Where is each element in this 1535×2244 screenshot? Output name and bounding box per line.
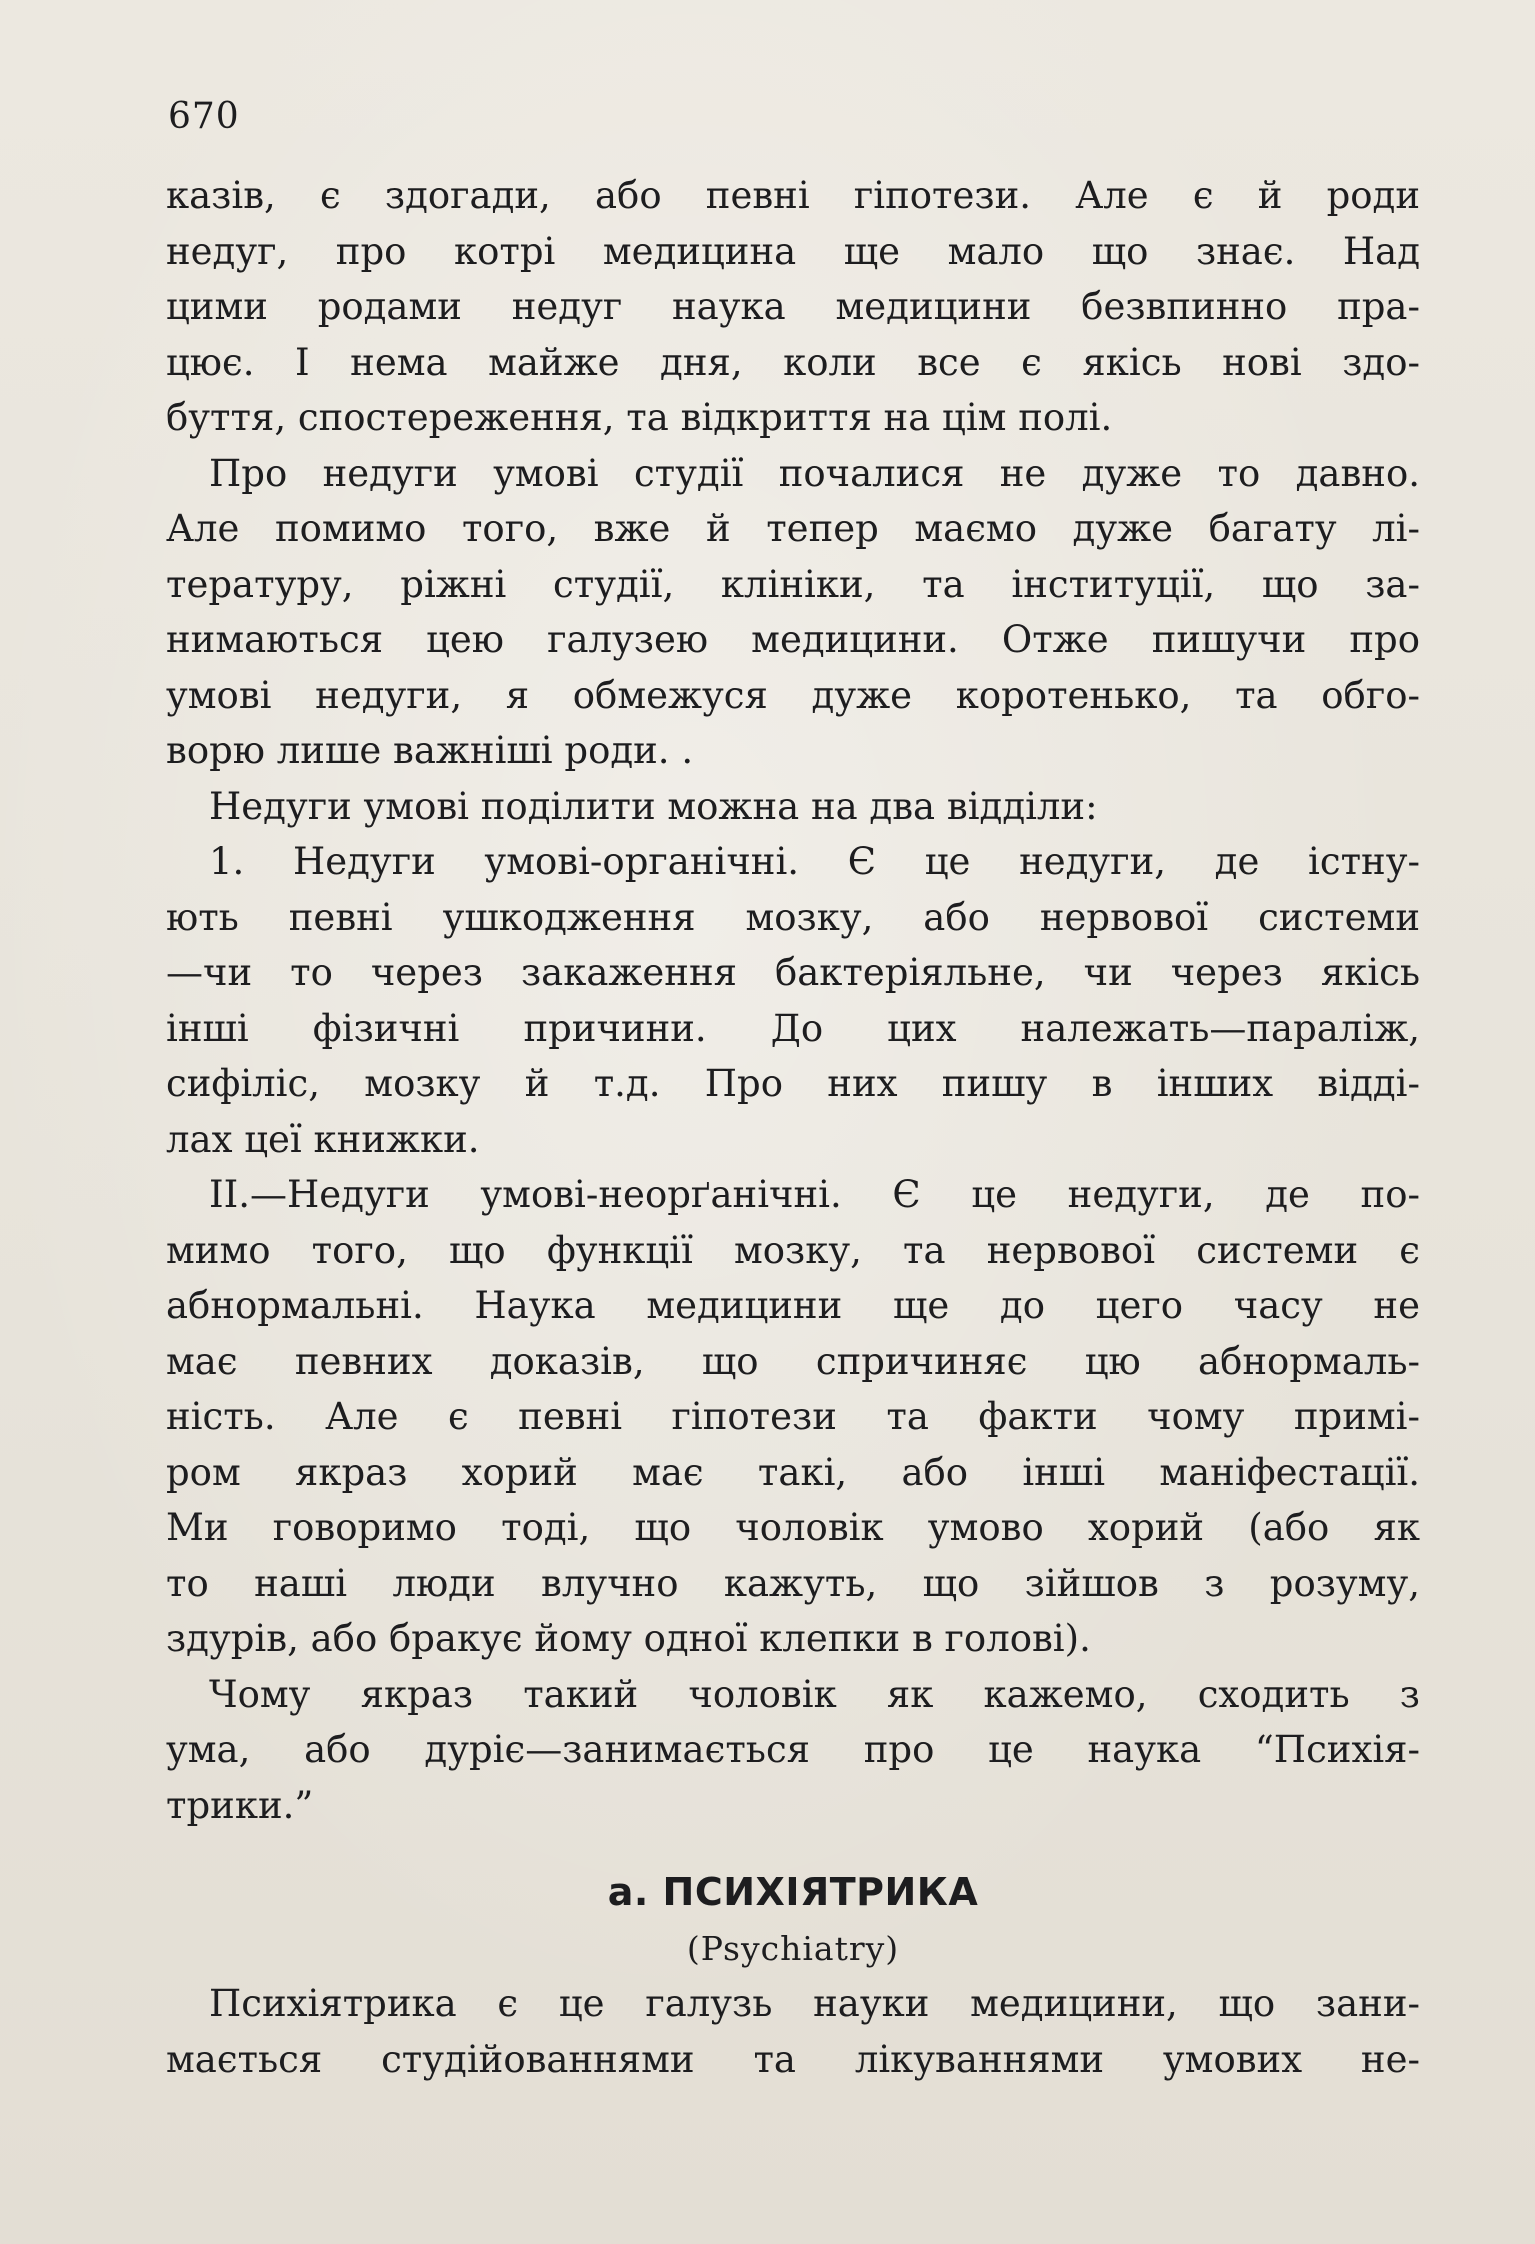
section-body-text <box>166 1976 1420 2087</box>
text-line: Ми говоримо тоді, що чоловік умово хорий (або як <box>166 1506 1420 1549</box>
text-line: ність. Але є певні гіпотези та факти чому примі- <box>166 1395 1420 1438</box>
section-subheading: (Psychiatry) <box>686 1929 900 1968</box>
text-line: II.—Недуги умові-неорґанічні. Є це недуги, де по- <box>209 1173 1420 1216</box>
text-line: ума, або дуріє—занимається про це наука “Психія- <box>166 1728 1420 1771</box>
text-line: буття, спостереження, та відкриття на цім полі. <box>166 396 1113 439</box>
text-line: недуг, про котрі медицина ще мало що знає. Над <box>166 229 1420 273</box>
text-line: Чому якраз такий чоловік як кажемо, сходить з <box>209 1672 1420 1716</box>
page-number: 670 <box>168 96 240 137</box>
body-text <box>166 168 1420 1833</box>
text-line: ром якраз хорий має такі, або інші маніфестації. <box>166 1450 1420 1494</box>
text-line: Про недуги умові студії почалися не дуже то давно. <box>209 451 1420 495</box>
text-line: здурів, або бракує йому одної клепки в голові). <box>166 1617 1091 1660</box>
text-line: цими родами недуг наука медицини безвпинно пра- <box>166 285 1420 328</box>
section-heading-block <box>166 1862 1420 1976</box>
text-line: ворю лише важніші роди. . <box>166 729 694 772</box>
text-line: абнормальні. Наука медицини ще до цего часу не <box>166 1284 1420 1327</box>
text-line: 1. Недуги умові-органічні. Є це недуги, де істну- <box>209 840 1420 883</box>
text-line: тературу, ріжні студії, клініки, та інституції, що за- <box>166 562 1420 606</box>
text-line: має певних доказів, що спричиняє цю абнормаль- <box>166 1339 1420 1383</box>
text-line: казів, є здогади, або певні гіпотези. Але є й роди <box>166 174 1420 217</box>
text-line: умові недуги, я обмежуся дуже коротенько, та обго- <box>166 673 1420 717</box>
text-line: цює. І нема майже дня, коли все є якісь нові здо- <box>166 340 1420 384</box>
text-line: мимо того, що функції мозку, та нервової системи є <box>166 1228 1420 1272</box>
text-line: Психіятрика є це галузь науки медицини, що зани- <box>209 1982 1420 2025</box>
text-line: то наші люди влучно кажуть, що зійшов з розуму, <box>166 1561 1420 1605</box>
section-heading: а. ПСИХІЯТРИКА <box>607 1870 979 1914</box>
text-line: сифіліс, мозку й т.д. Про них пишу в інших відді- <box>166 1062 1420 1105</box>
text-line: мається студійованнями та лікуваннями умових не- <box>166 2037 1420 2081</box>
text-line: —чи то через закаження бактеріяльне, чи через якісь <box>166 951 1420 994</box>
text-line: Недуги умові поділити можна на два відділи: <box>209 784 1098 828</box>
text-line: інші фізичні причини. До цих належать—параліж, <box>166 1006 1420 1050</box>
text-line: лах цеї книжки. <box>166 1117 480 1161</box>
text-line: нимаються цею галузею медицини. Отже пишучи про <box>166 618 1420 661</box>
text-line: трики.” <box>166 1783 314 1827</box>
text-line: ють певні ушкодження мозку, або нервової системи <box>166 895 1420 939</box>
text-line: Але помимо того, вже й тепер маємо дуже багату лі- <box>166 507 1420 550</box>
